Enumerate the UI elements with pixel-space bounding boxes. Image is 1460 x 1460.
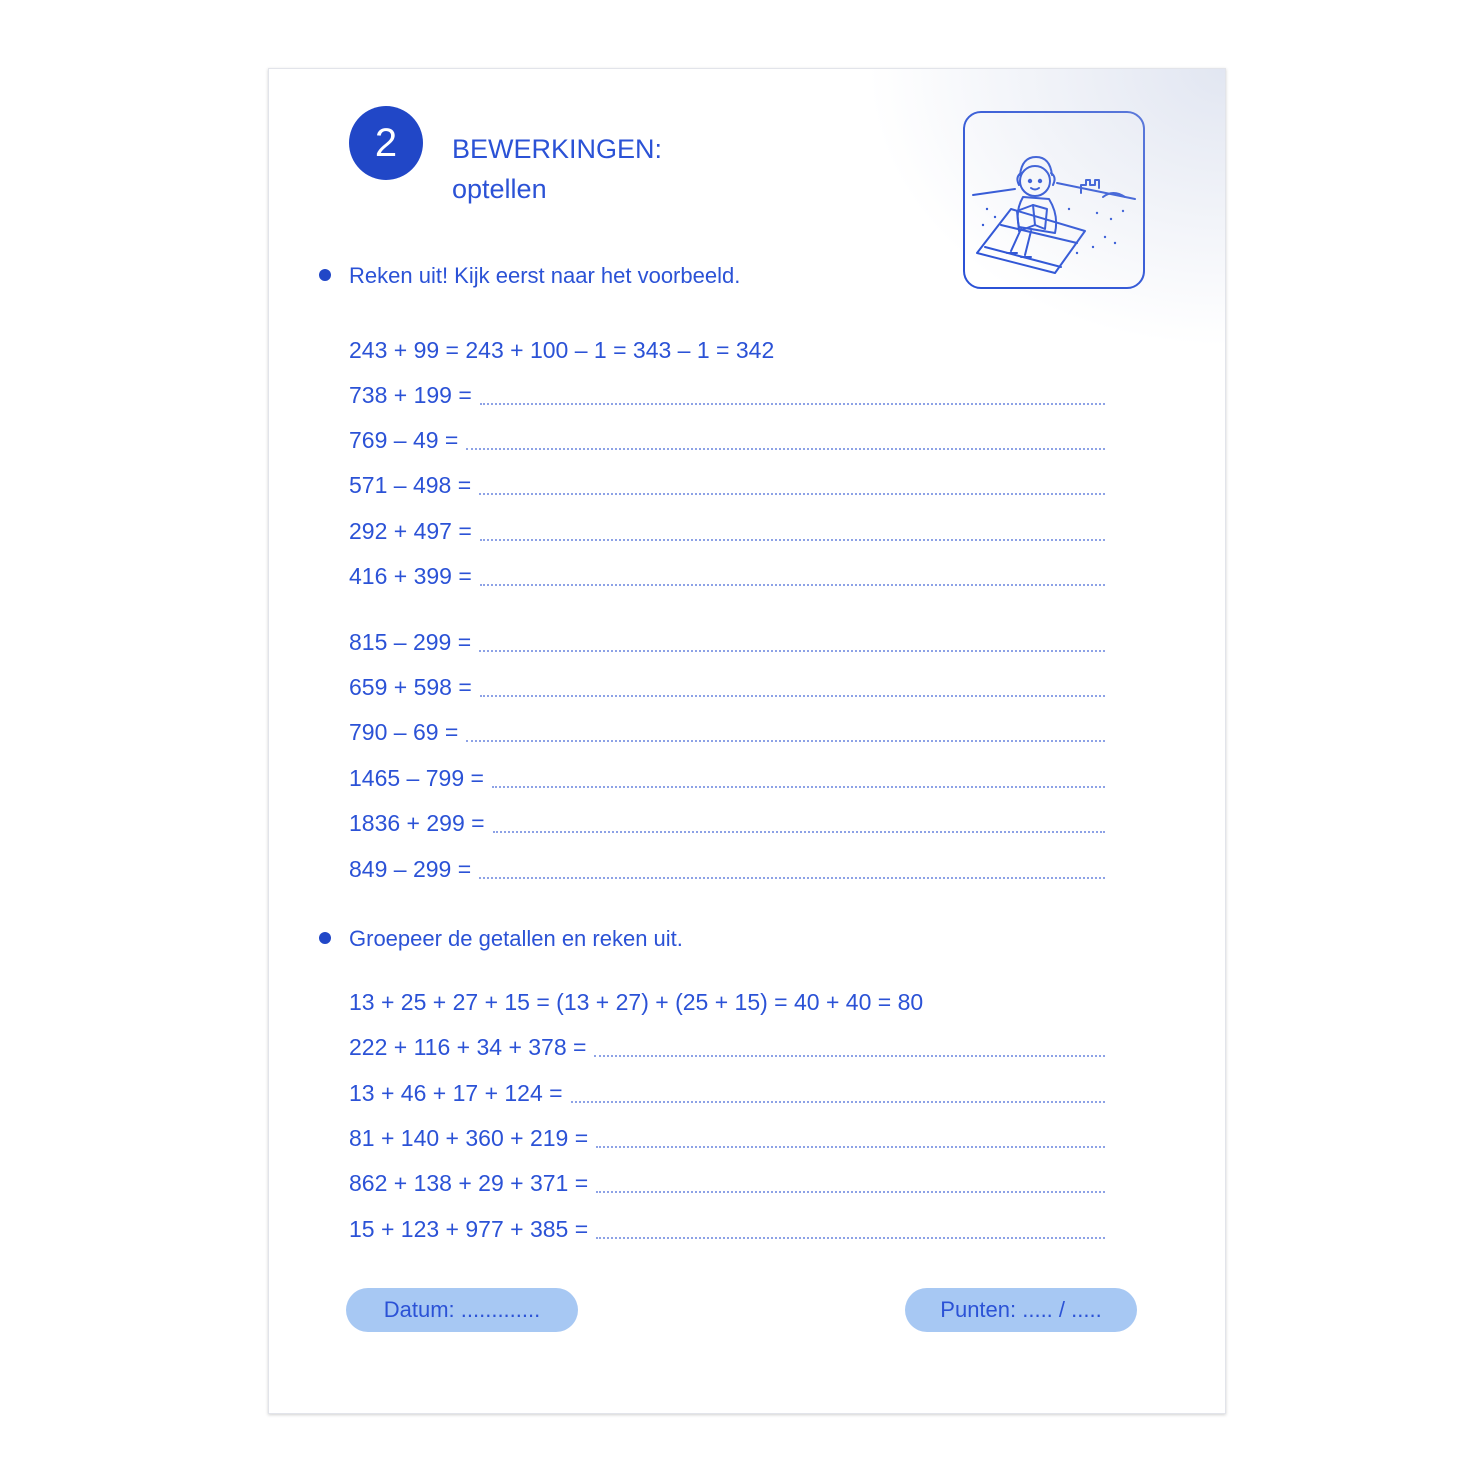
lesson-number-badge: 2 (349, 106, 423, 180)
answer-line[interactable] (596, 1191, 1105, 1193)
exercise-expression: 416 + 399 = (349, 563, 472, 589)
exercise-row (349, 717, 1105, 747)
exercise-expression: 659 + 598 = (349, 674, 472, 700)
answer-line[interactable] (594, 1055, 1105, 1057)
exercise-row (349, 1078, 1105, 1108)
exercise-row (349, 1032, 1105, 1062)
answer-line[interactable] (493, 831, 1105, 833)
exercise-expression: 1836 + 299 = (349, 810, 485, 836)
exercise-row (349, 561, 1105, 591)
bullet-icon (319, 269, 331, 281)
exercise-expression: 738 + 199 = (349, 382, 472, 408)
answer-line[interactable] (492, 786, 1105, 788)
page-title (452, 129, 662, 209)
exercise-expression: 571 – 498 = (349, 472, 472, 498)
example-expression: 243 + 99 = 243 + 100 – 1 = 343 – 1 = 342 (349, 337, 775, 363)
exercise-row (349, 1168, 1105, 1198)
exercise-expression: 81 + 140 + 360 + 219 = (349, 1125, 589, 1151)
instruction-1 (319, 261, 740, 291)
title-line-1: BEWERKINGEN: (452, 134, 663, 164)
exercise-expression: 790 – 69 = (349, 719, 459, 745)
exercise-expression: 862 + 138 + 29 + 371 = (349, 1170, 589, 1196)
answer-line[interactable] (466, 740, 1105, 742)
answer-line[interactable] (479, 877, 1105, 879)
example-row-1 (349, 335, 1105, 365)
exercise-expression: 292 + 497 = (349, 518, 472, 544)
exercise-expression: 1465 – 799 = (349, 765, 484, 791)
answer-line[interactable] (466, 448, 1105, 450)
answer-line[interactable] (480, 695, 1105, 697)
exercise-row (349, 672, 1105, 702)
exercise-row (349, 470, 1105, 500)
answer-line[interactable] (596, 1237, 1105, 1239)
exercise-row (349, 808, 1105, 838)
exercise-expression: 815 – 299 = (349, 629, 472, 655)
datum-field[interactable]: Datum: ............. (346, 1288, 578, 1332)
exercise-expression: 222 + 116 + 34 + 378 = (349, 1034, 587, 1060)
exercise-row (349, 763, 1105, 793)
answer-line[interactable] (480, 403, 1105, 405)
exercise-row (349, 380, 1105, 410)
exercise-row (349, 1123, 1105, 1153)
example-row-2 (349, 987, 1105, 1017)
answer-line[interactable] (596, 1146, 1105, 1148)
answer-line[interactable] (479, 650, 1105, 652)
exercise-row (349, 627, 1105, 657)
exercise-expression: 849 – 299 = (349, 856, 472, 882)
bullet-icon (319, 932, 331, 944)
example-expression: 13 + 25 + 27 + 15 = (13 + 27) + (25 + 15) = 40 + 40 = 80 (349, 989, 924, 1015)
answer-line[interactable] (571, 1101, 1105, 1103)
answer-line[interactable] (480, 539, 1105, 541)
answer-line[interactable] (480, 584, 1105, 586)
exercise-row (349, 516, 1105, 546)
exercise-row (349, 854, 1105, 884)
instruction-1-text: Reken uit! Kijk eerst naar het voorbeeld. (349, 263, 741, 288)
girl-reading-on-beach-towel-icon (965, 113, 1143, 287)
answer-line[interactable] (479, 493, 1105, 495)
exercise-expression: 769 – 49 = (349, 427, 459, 453)
punten-field[interactable]: Punten: ..... / ..... (905, 1288, 1137, 1332)
exercise-expression: 13 + 46 + 17 + 124 = (349, 1080, 563, 1106)
title-line-2: optellen (452, 174, 547, 204)
exercise-row (349, 425, 1105, 455)
illustration-frame (963, 111, 1145, 289)
instruction-2-text: Groepeer de getallen en reken uit. (349, 926, 683, 951)
exercise-row (349, 1214, 1105, 1244)
exercise-expression: 15 + 123 + 977 + 385 = (349, 1216, 589, 1242)
worksheet-page (268, 68, 1226, 1414)
instruction-2 (319, 924, 683, 954)
